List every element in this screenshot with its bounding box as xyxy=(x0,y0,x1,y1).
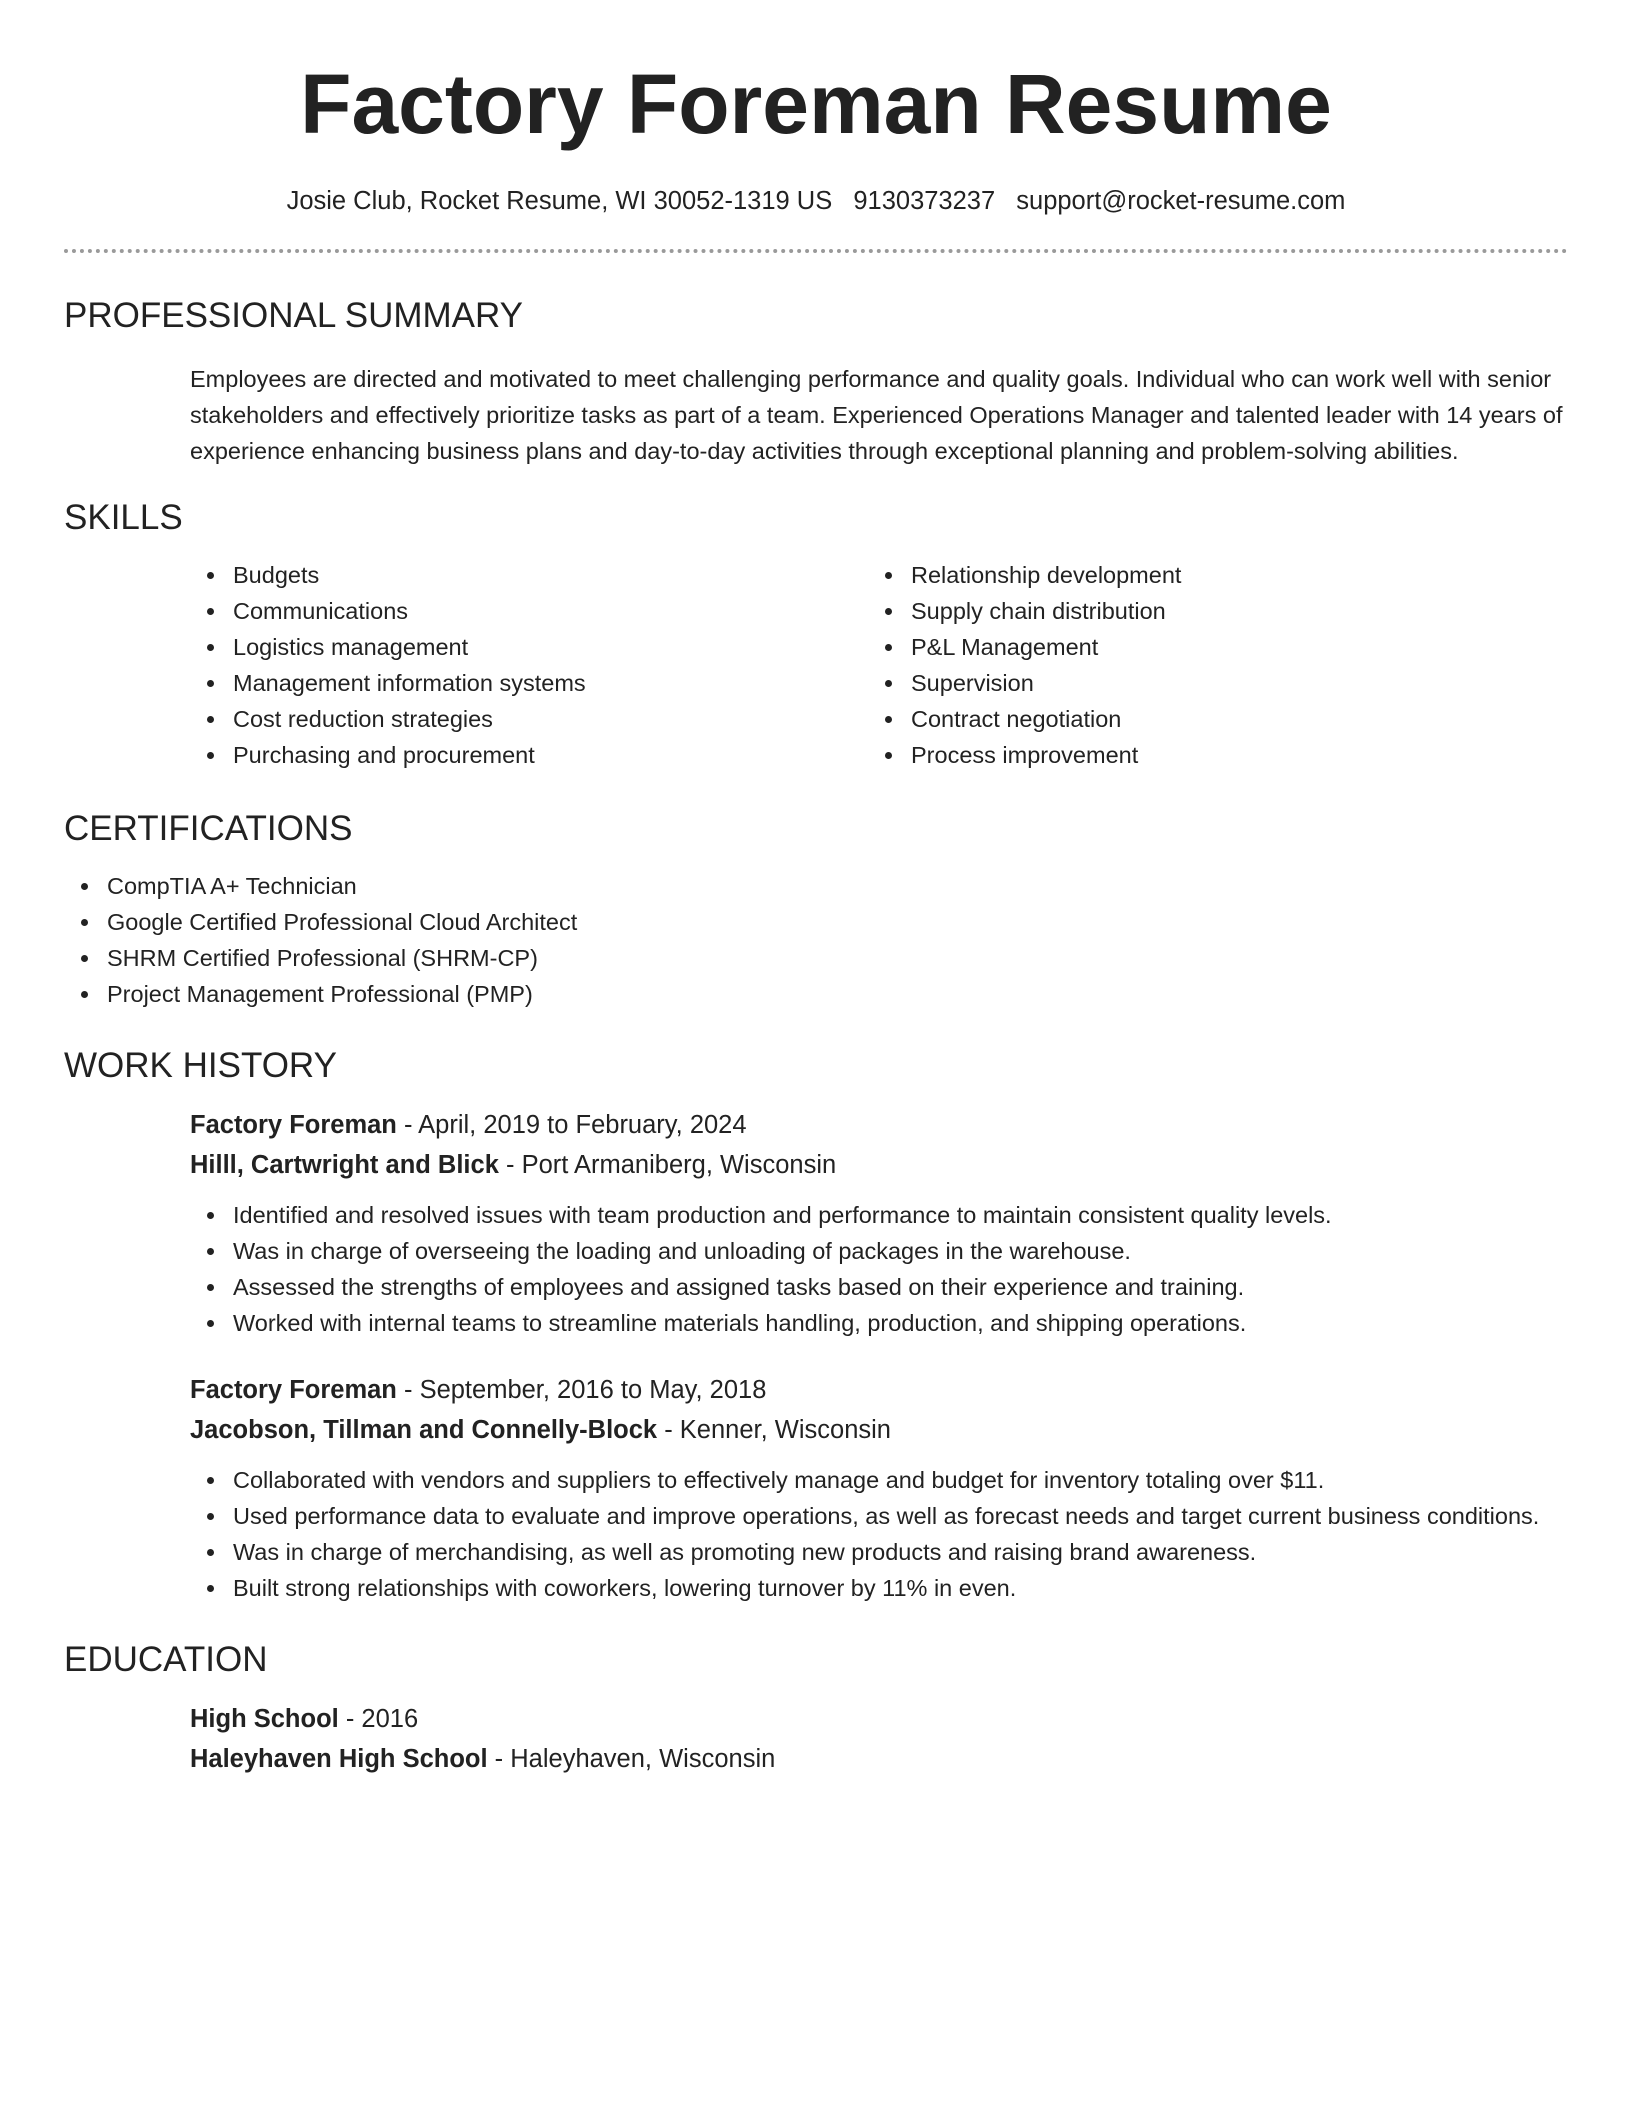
certification-item: CompTIA A+ Technician xyxy=(64,868,1568,904)
certification-item: Project Management Professional (PMP) xyxy=(64,976,1568,1012)
job-bullet: Identified and resolved issues with team production and performance to maintain consistent quality levels. xyxy=(190,1197,1568,1233)
skill-item: Communications xyxy=(190,593,868,629)
job-bullet: Used performance data to evaluate and improve operations, as well as forecast needs and target current business conditions. xyxy=(190,1498,1568,1534)
education-school: Haleyhaven High School xyxy=(190,1744,488,1773)
job-bullets xyxy=(64,1462,1568,1606)
skill-item: Cost reduction strategies xyxy=(190,701,868,737)
skill-item: Logistics management xyxy=(190,629,868,665)
contact-phone: 9130373237 xyxy=(853,187,996,215)
job-location: Port Armaniberg, Wisconsin xyxy=(521,1150,837,1179)
education-entry xyxy=(190,1699,1568,1779)
skill-item: Supervision xyxy=(868,665,1546,701)
certification-item: Google Certified Professional Cloud Architect xyxy=(64,904,1568,940)
certification-item: SHRM Certified Professional (SHRM-CP) xyxy=(64,940,1568,976)
job-company: Jacobson, Tillman and Connelly-Block xyxy=(190,1415,658,1444)
education-degree-line: High School - 2016 xyxy=(190,1704,419,1733)
job-company: Hilll, Cartwright and Blick xyxy=(190,1150,499,1179)
skills-grid xyxy=(190,557,1568,773)
skill-item: Process improvement xyxy=(868,737,1546,773)
certifications-section xyxy=(64,808,1568,1012)
job-dates: September, 2016 to May, 2018 xyxy=(419,1375,767,1404)
job-title-line: Factory Foreman - September, 2016 to May, 2018 xyxy=(190,1375,767,1404)
job-bullets xyxy=(64,1197,1568,1341)
job-bullet: Worked with internal teams to streamline materials handling, production, and shipping operations. xyxy=(190,1305,1568,1341)
job-bullet: Collaborated with vendors and suppliers to effectively manage and budget for inventory totaling over $11. xyxy=(190,1462,1568,1498)
skill-item: Budgets xyxy=(190,557,868,593)
job-bullet: Was in charge of overseeing the loading and unloading of packages in the warehouse. xyxy=(190,1233,1568,1269)
certifications-heading: CERTIFICATIONS xyxy=(64,808,353,848)
summary-heading: PROFESSIONAL SUMMARY xyxy=(64,295,523,335)
contact-address: Josie Club, Rocket Resume, WI 30052-1319 US xyxy=(286,187,833,215)
skill-item: Supply chain distribution xyxy=(868,593,1546,629)
contact-line xyxy=(64,186,1568,217)
education-location: Haleyhaven, Wisconsin xyxy=(510,1744,776,1773)
job-company-line: Hilll, Cartwright and Blick - Port Armaniberg, Wisconsin xyxy=(190,1150,837,1179)
job-entry xyxy=(190,1370,1568,1606)
certifications-list xyxy=(64,868,1568,1012)
education-heading: EDUCATION xyxy=(64,1639,268,1679)
education-school-line: Haleyhaven High School - Haleyhaven, Wisconsin xyxy=(190,1744,776,1773)
skills-heading: SKILLS xyxy=(64,497,183,537)
job-company-line: Jacobson, Tillman and Connelly-Block - Kenner, Wisconsin xyxy=(190,1415,891,1444)
summary-section xyxy=(64,295,1568,469)
contact-email: support@rocket-resume.com xyxy=(1016,187,1346,215)
job-title-line: Factory Foreman - April, 2019 to February, 2024 xyxy=(190,1110,747,1139)
skill-item: P&L Management xyxy=(868,629,1546,665)
skills-section xyxy=(64,497,1568,773)
skill-item: Contract negotiation xyxy=(868,701,1546,737)
education-section xyxy=(64,1639,1568,1779)
job-bullet: Assessed the strengths of employees and assigned tasks based on their experience and training. xyxy=(190,1269,1568,1305)
job-title: Factory Foreman xyxy=(190,1110,397,1139)
skill-item: Relationship development xyxy=(868,557,1546,593)
skills-left-list xyxy=(190,557,868,773)
education-degree: High School xyxy=(190,1704,339,1733)
education-year: 2016 xyxy=(361,1704,419,1733)
job-bullet: Built strong relationships with coworkers, lowering turnover by 11% in even. xyxy=(190,1570,1568,1606)
skills-right-list xyxy=(868,557,1546,773)
skill-item: Purchasing and procurement xyxy=(190,737,868,773)
job-entry xyxy=(190,1105,1568,1341)
summary-text: Employees are directed and motivated to meet challenging performance and quality goals. Individual who can work well with senior stakeholders and effectively prioritize tasks as part of a team. Experienced Operations Manager and talented leader with 14 years of experience enhancing business plans and day-to-day activities through exceptional planning and problem-solving abilities. xyxy=(190,365,1563,464)
job-bullet: Was in charge of merchandising, as well as promoting new products and raising brand awareness. xyxy=(190,1534,1568,1570)
work-history-heading: WORK HISTORY xyxy=(64,1045,337,1085)
job-title: Factory Foreman xyxy=(190,1375,397,1404)
resume-title: Factory Foreman Resume xyxy=(300,57,1332,151)
skill-item: Management information systems xyxy=(190,665,868,701)
job-location: Kenner, Wisconsin xyxy=(679,1415,891,1444)
work-history-section xyxy=(64,1045,1568,1606)
header-divider xyxy=(64,249,1568,253)
job-dates: April, 2019 to February, 2024 xyxy=(418,1110,747,1139)
